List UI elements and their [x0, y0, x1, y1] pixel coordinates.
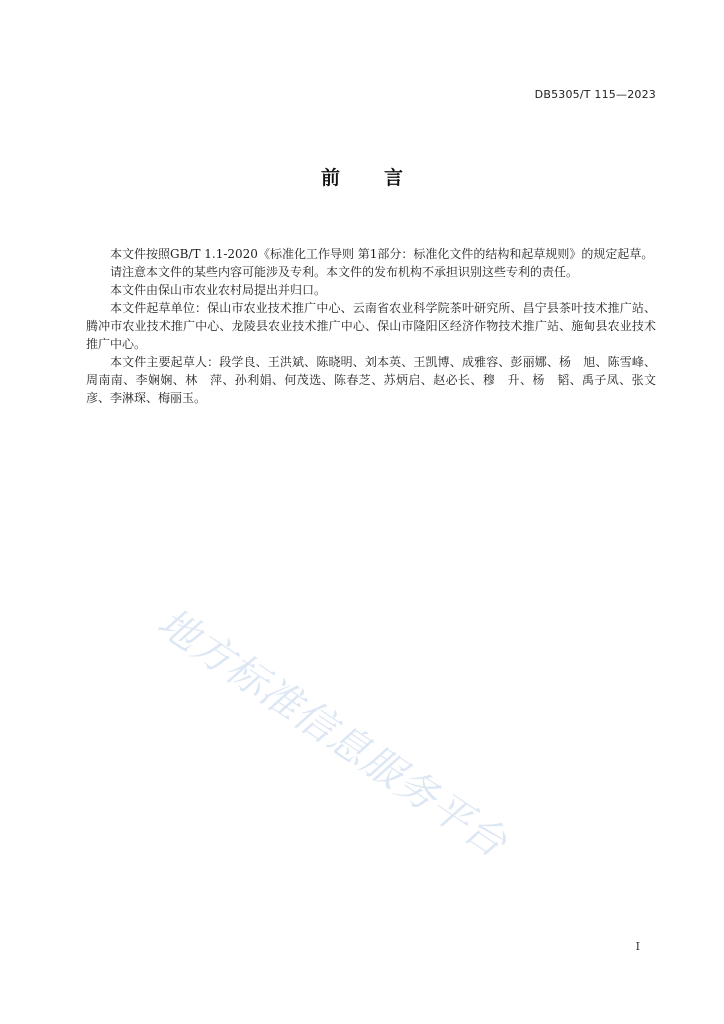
paragraph-drafting-rules: 本文件按照GB/T 1.1-2020《标准化工作导则 第1部分：标准化文件的结构和起草规则》的规定起草。 — [110, 247, 654, 261]
document-code: DB5305/T 115—2023 — [534, 88, 656, 101]
paragraph-proposer: 本文件由保山市农业农村局提出并归口。 — [110, 283, 327, 297]
page-number: I — [635, 940, 640, 953]
watermark: 地方标准信息服务平台 — [149, 599, 515, 867]
page-title — [0, 163, 724, 190]
title-char-1: 前 — [320, 167, 340, 189]
paragraph-patent-notice: 请注意本文件的某些内容可能涉及专利。本文件的发布机构不承担识别这些专利的责任。 — [110, 265, 579, 279]
foreword-body — [86, 245, 656, 407]
paragraph-drafters: 本文件主要起草人：段学良、王洪斌、陈晓明、刘本英、王凯博、成雅容、彭丽娜、杨 旭、陈雪峰、周南南、李娴娴、林 萍、孙利娟、何茂选、陈春芝、苏炳启、赵必长、穆 升、杨 韬、禹子凤、张文彦、李淋琛、梅丽玉。 — [86, 355, 656, 405]
paragraph-drafting-units: 本文件起草单位：保山市农业技术推广中心、云南省农业科学院茶叶研究所、昌宁县茶叶技术推广站、腾冲市农业技术推广中心、龙陵县农业技术推广中心、保山市隆阳区经济作物技术推广站、施甸县农业技术推广中心。 — [86, 301, 656, 351]
title-char-2: 言 — [384, 167, 404, 189]
